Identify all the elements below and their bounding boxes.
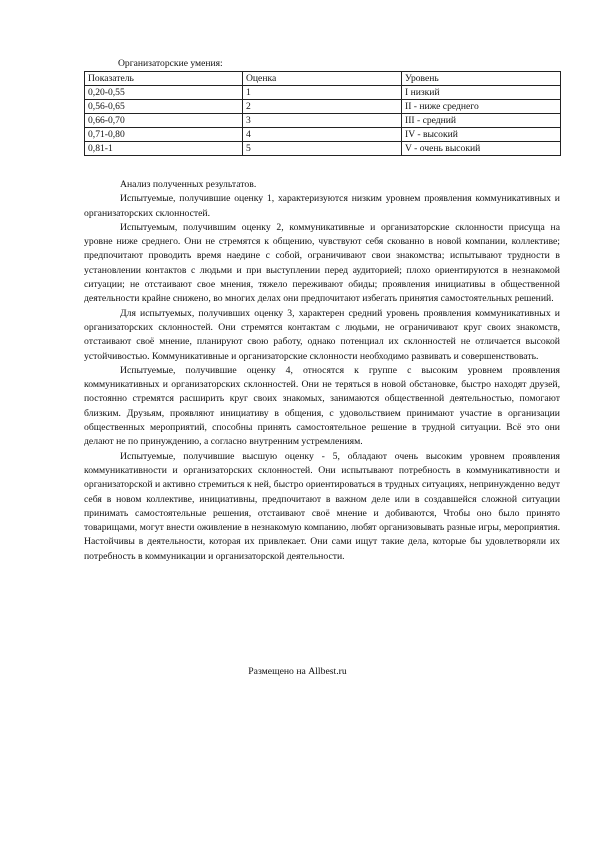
- table-cell: I низкий: [402, 86, 561, 100]
- table-cell: 1: [243, 86, 402, 100]
- table-caption: Организаторские умения:: [118, 58, 223, 69]
- organizational-skills-table: [84, 71, 561, 156]
- table-cell: V - очень высокий: [402, 142, 561, 156]
- column-header: Уровень: [402, 72, 561, 86]
- table-row: [85, 86, 561, 100]
- table-row: [85, 142, 561, 156]
- table-header-row: [85, 72, 561, 86]
- table-cell: III - средний: [402, 114, 561, 128]
- paragraph: Испытуемые, получившие оценку 1, характеризуются низким уровнем проявления коммуникативных и организаторских склонностей.: [84, 193, 560, 219]
- column-header: Оценка: [243, 72, 402, 86]
- paragraph: Испытуемые, получившие высшую оценку - 5, обладают очень высоким уровнем проявления коммуникативности и организаторских склонностей. Они испытывают потребность в коммуникативности и организаторской и активно стремиться к ней, быстро ориентироваться в трудных ситуациях, непринужденно ведут себя в новом коллективе, инициативны, предпочитают в важном деле или в создавшейся сложной ситуации принимать самостоятельные решения, отстаивают своё мнение и добиваются, Чтобы оно было принято товарищами, могут внести оживление в незнакомую компанию, любят организовывать разные игры, мероприятия. Настойчивы в деятельности, которая их привлекает. Они сами ищут такие дела, которые бы удовлетворяли их потребность в коммуникации и организаторской деятельности.: [84, 450, 560, 562]
- table-cell: 0,81-1: [85, 142, 243, 156]
- body-text: [84, 178, 560, 564]
- paragraph: Испытуемые, получившие оценку 4, относятся к группе с высоким уровнем проявления коммуникативных и организаторских склонностей. Они не теряться в новой обстановке, быстро находят друзей, постоянно стремятся расширить круг своих знакомых, занимаются общественной деятельностью, помогают близким. Друзьям, проявляют инициативу в общения, с удовольствием принимают участие в организации общественных мероприятий, способны принять самостоятельное решение в трудной ситуации. Всё это они делают не по принуждению, а согласно внутренним устремлениям.: [84, 364, 560, 448]
- table-cell: 0,66-0,70: [85, 114, 243, 128]
- table-cell: 5: [243, 142, 402, 156]
- paragraph: Испытуемым, получившим оценку 2, коммуникативные и организаторские склонности присуща на уровне ниже среднего. Они не стремятся к общению, чувствуют себя скованно в новой компании, коллективе; предпочитают проводить время наедине с собой, ограничивают свои знакомства; испытывают трудности в установлении контактов с людьми и при выступлении перед аудиторией; плохо ориентируются в незнакомой ситуации; не отстаивают свое мнения, тяжело переживают обиды; проявления инициативы в общественной деятельности крайне снижено, во многих делах они предпочитают избегать принятия самостоятельных решений.: [84, 221, 560, 305]
- paragraph: Для испытуемых, получивших оценку 3, характерен средний уровень проявления коммуникативных и организаторских склонностей. Они стремятся контактам с людьми, не ограничивают круг своих знакомств, отстаивают своё мнение, планируют свою работу, однако потенциал их склонностей не отличается высокой устойчивостью. Коммуникативные и организаторские склонности необходимо развивать и совершенствовать.: [84, 307, 560, 362]
- table-row: [85, 114, 561, 128]
- table-cell: 0,20-0,55: [85, 86, 243, 100]
- paragraph: Анализ полученных результатов.: [120, 179, 257, 190]
- table-cell: II - ниже среднего: [402, 100, 561, 114]
- table-cell: IV - высокий: [402, 128, 561, 142]
- table-cell: 3: [243, 114, 402, 128]
- column-header: Показатель: [85, 72, 243, 86]
- table-cell: 0,56-0,65: [85, 100, 243, 114]
- table-cell: 0,71-0,80: [85, 128, 243, 142]
- table-cell: 2: [243, 100, 402, 114]
- footer-source-line: Размещено на Allbest.ru: [248, 666, 347, 677]
- table-cell: 4: [243, 128, 402, 142]
- table-row: [85, 128, 561, 142]
- table-row: [85, 100, 561, 114]
